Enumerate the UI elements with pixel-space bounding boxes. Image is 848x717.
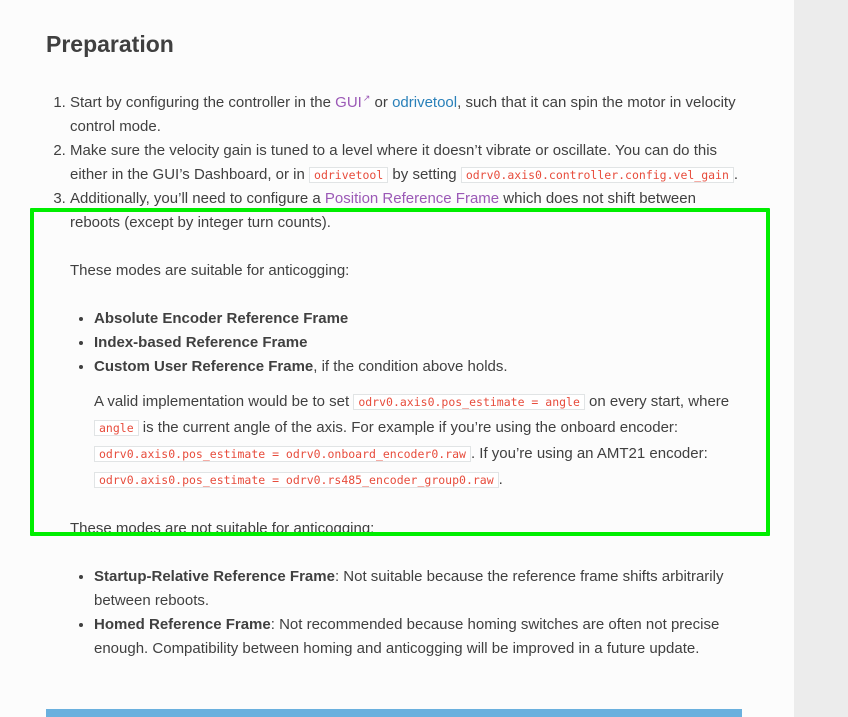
page-title: Preparation [46,31,174,57]
mode-custom: Custom User Reference Frame [94,358,314,375]
mode-index: Index-based Reference Frame [94,334,308,351]
not-suitable-heading: These modes are not suitable for anticogging: [70,520,375,537]
odrivetool-code: odrivetool [309,167,388,183]
impl-text-a: A valid implementation would be to set [94,393,354,410]
impl-text-d: . If you’re using an AMT21 encoder: [470,445,708,462]
mode-homed-rest: : Not recommended because homing switches are often not precise enough. Compatibility between homing and anticogging will be improved in a future update. [94,616,720,657]
suitable-heading: These modes are suitable for anticogging: [70,262,350,279]
mode-absolute: Absolute Encoder Reference Frame [94,310,349,327]
gui-link[interactable]: GUI [335,94,362,111]
step-2-text-a: Make sure the velocity gain is tuned to a level where it doesn’t vibrate or oscillate. You can do this either in the GUI’s Dashboard, or in [70,142,718,183]
vel-gain-code: odrv0.axis0.controller.config.vel_gain [461,167,734,183]
list-item [94,307,746,331]
step-3-intro [70,187,746,235]
step-2-text-c: . [733,166,739,183]
impl-text-c: is the current angle of the axis. For example if you’re using the onboard encoder: [138,419,679,436]
mode-startup-relative-rest: : Not suitable because the reference frame shifts arbitrarily between reboots. [94,568,724,609]
not-suitable-modes-list [70,565,746,661]
step-1 [70,86,746,139]
list-item [94,565,746,613]
step-1-text-a: Start by configuring the controller in the [70,94,336,111]
list-item [94,613,746,661]
main-content [46,0,746,661]
step-3-text-a: Additionally, you’ll need to configure a [70,190,325,207]
list-item [94,331,746,355]
step-3-text-b: which does not shift between reboots (except by integer turn counts). [70,190,696,231]
note-admonition-bar [46,709,742,717]
onboard-encoder-code: odrv0.axis0.pos_estimate = odrv0.onboard_encoder0.raw [94,446,471,462]
right-sidebar [794,0,848,717]
mode-startup-relative: Startup-Relative Reference Frame [94,568,335,585]
step-1-text-c: , such that it can spin the motor in velocity control mode. [70,94,736,135]
rs485-encoder-code: odrv0.axis0.pos_estimate = odrv0.rs485_encoder_group0.raw [94,472,499,488]
mode-custom-rest: , if the condition above holds. [313,358,508,375]
position-reference-frame-link[interactable]: Position Reference Frame [324,190,500,207]
pos-estimate-angle-code: odrv0.axis0.pos_estimate = angle [353,394,585,410]
angle-code: angle [94,420,139,436]
list-item [94,355,746,493]
impl-text-e: . [498,471,503,488]
mode-homed: Homed Reference Frame [94,616,271,633]
preparation-steps [46,86,746,661]
step-1-text-b: or [370,94,393,111]
implementation-note [94,389,746,493]
step-3 [70,187,746,661]
impl-text-b: on every start, where [584,393,730,410]
external-link-icon: ↗ [362,93,371,103]
step-2-text-b: by setting [388,166,461,183]
odrivetool-link[interactable]: odrivetool [392,94,458,111]
step-2 [70,139,746,187]
suitable-modes-list [70,307,746,493]
